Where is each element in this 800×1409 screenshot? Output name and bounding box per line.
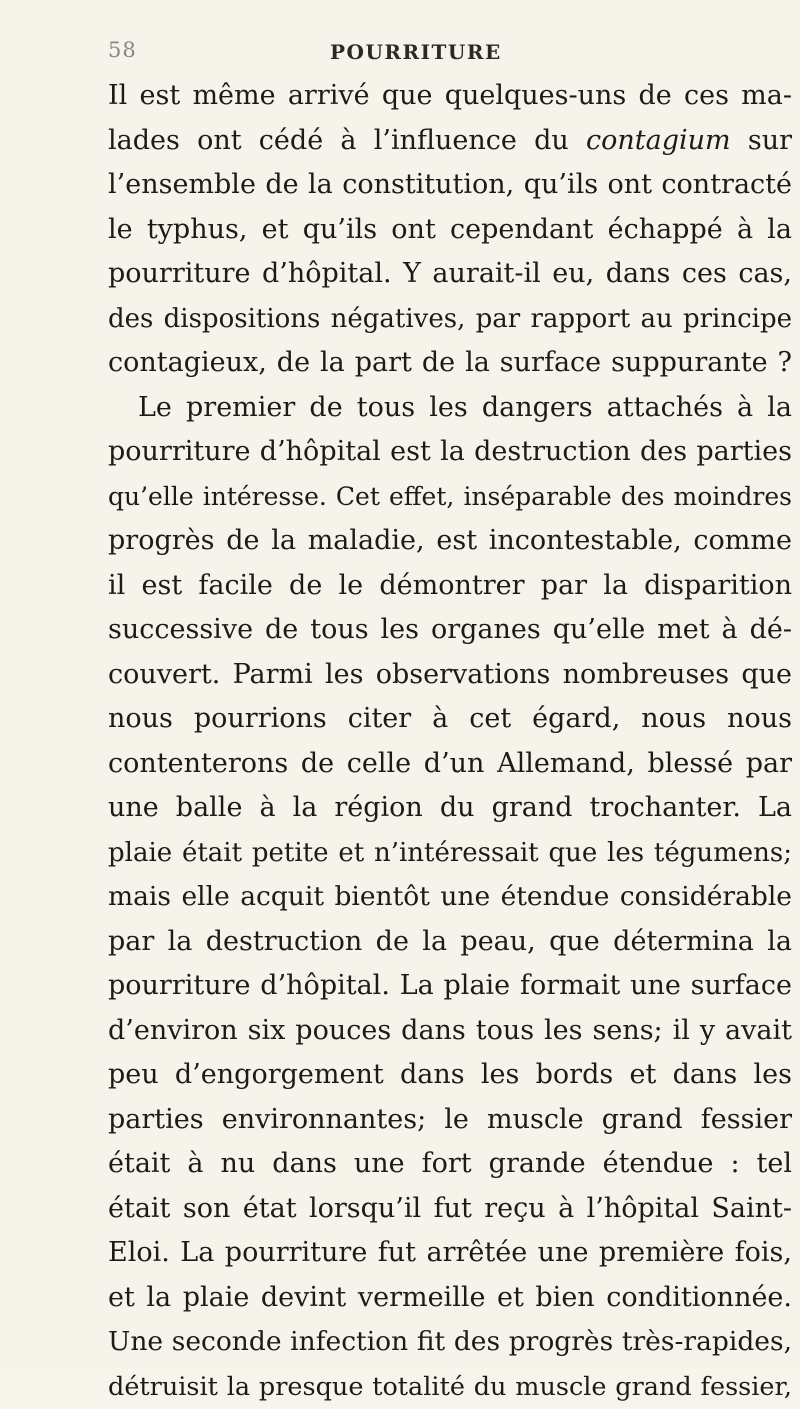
text-line: d’environ six pouces dans tous les sens; il y avait [108, 1009, 792, 1054]
text-line: qu’elle intéresse. Cet effet, inséparable des moindres [108, 475, 792, 520]
text-line: détruisit la presque totalité du muscle grand fessier, [108, 1365, 792, 1409]
running-head: POURRITURE [330, 40, 502, 64]
text-line: par la destruction de la peau, que détermina la [108, 920, 792, 965]
text-line: l’ensemble de la constitution, qu’ils ont contracté [108, 163, 792, 208]
text-line: pourriture d’hôpital. Y aurait-il eu, dans ces cas, [108, 252, 792, 297]
text-line: Une seconde infection fit des progrès très-rapides, [108, 1320, 792, 1365]
text-line: pourriture d’hôpital. La plaie formait une surface [108, 964, 792, 1009]
text-line: était à nu dans une fort grande étendue : tel [108, 1142, 792, 1187]
text-line: peu d’engorgement dans les bords et dans les [108, 1053, 792, 1098]
text-line: pourriture d’hôpital est la destruction des parties [108, 430, 792, 475]
text-line: progrès de la maladie, est incontestable, comme [108, 519, 792, 564]
text-line: mais elle acquit bientôt une étendue considérable [108, 875, 792, 920]
text-segment: lades ont cédé à l’influence du [108, 125, 586, 156]
text-line: Eloi. La pourriture fut arrêtée une première fois, [108, 1231, 792, 1276]
text-line: plaie était petite et n’intéressait que les tégumens; [108, 831, 792, 876]
text-segment: sur [731, 125, 792, 156]
text-line: contagieux, de la part de la surface suppurante ? [108, 341, 792, 386]
paragraph-start-line: Le premier de tous les dangers attachés à la [108, 386, 792, 431]
italic-term: contagium [586, 125, 731, 156]
text-line: couvert. Parmi les observations nombreuses que [108, 653, 792, 698]
body-text [108, 74, 792, 1409]
text-line: Il est même arrivé que quelques-uns de ces ma- [108, 74, 792, 119]
text-line: et la plaie devint vermeille et bien conditionnée. [108, 1276, 792, 1321]
text-line: il est facile de le démontrer par la disparition [108, 564, 792, 609]
text-line: une balle à la région du grand trochanter. La [108, 786, 792, 831]
text-line: le typhus, et qu’ils ont cependant échappé à la [108, 208, 792, 253]
page-header [108, 38, 788, 78]
text-line: nous pourrions citer à cet égard, nous nous [108, 697, 792, 742]
text-line: parties environnantes; le muscle grand fessier [108, 1098, 792, 1143]
text-line: était son état lorsqu’il fut reçu à l’hôpital Saint- [108, 1187, 792, 1232]
text-line: contenterons de celle d’un Allemand, blessé par [108, 742, 792, 787]
text-line: successive de tous les organes qu’elle met à dé- [108, 608, 792, 653]
page-number: 58 [108, 38, 137, 62]
text-line [108, 119, 792, 164]
text-line: des dispositions négatives, par rapport au principe [108, 297, 792, 342]
